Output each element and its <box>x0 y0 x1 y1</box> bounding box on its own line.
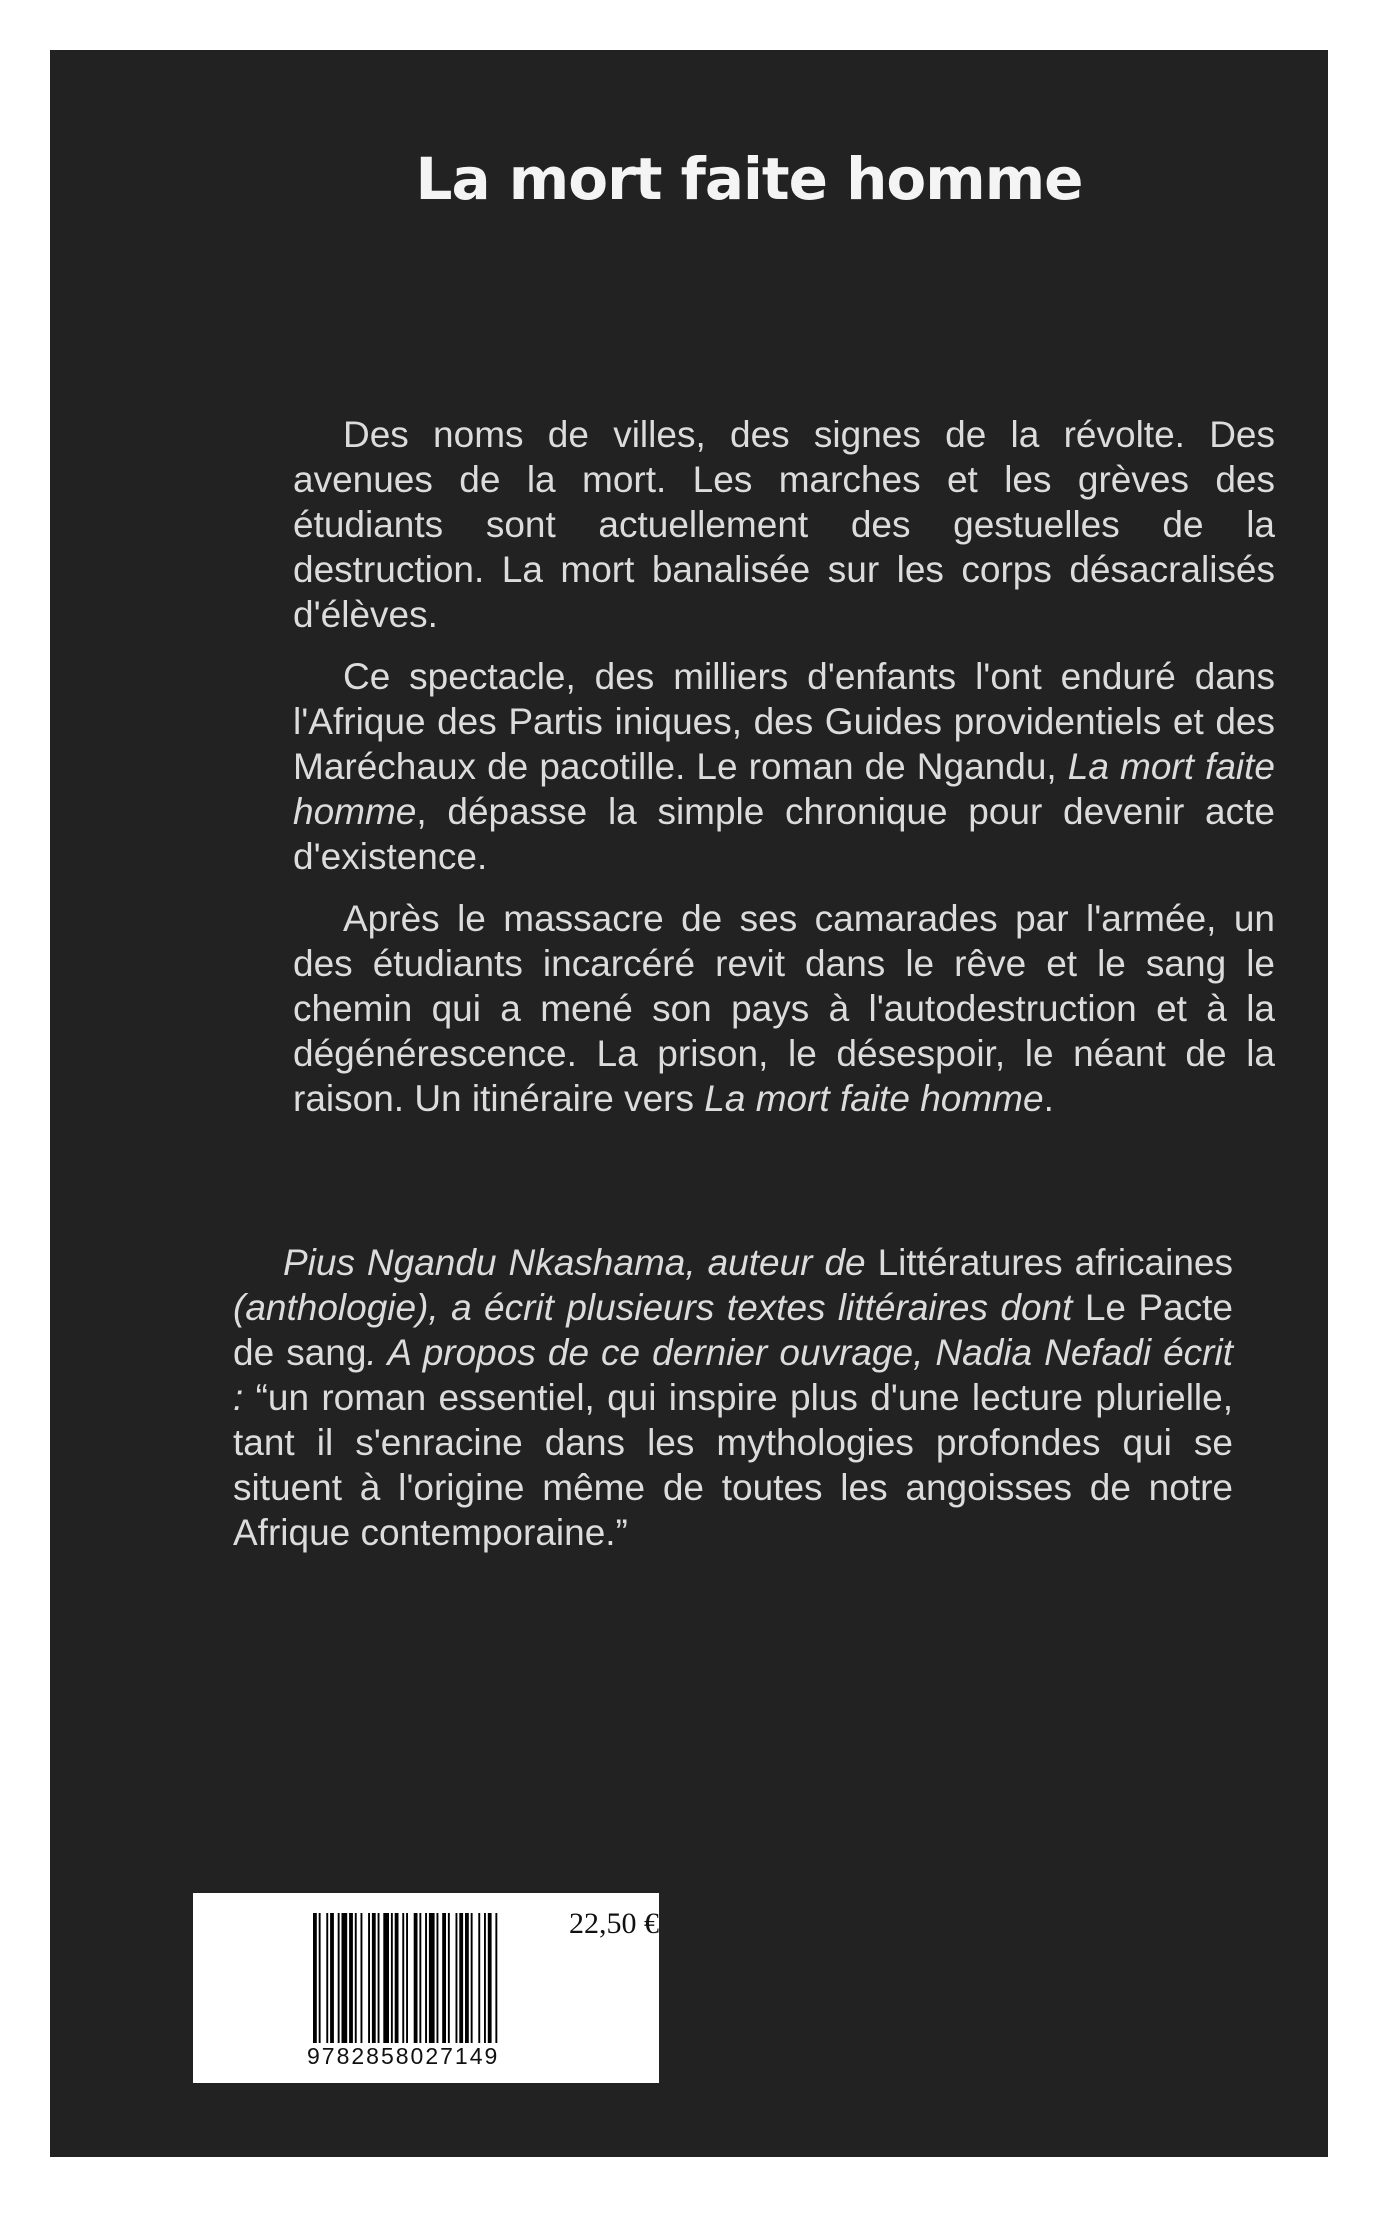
book-title-italic: La mort faite homme <box>293 746 1276 832</box>
blurb-text <box>293 412 1275 1138</box>
work-title: Le Pacte de sang <box>233 1287 1233 1373</box>
price: 22,50 € <box>569 1907 659 1940</box>
blurb-paragraph-3: Après le massacre de ses camarades par l'armée, un des étudiants incarcéré revit dans le rêve et le sang le chemin qui a mené son pays à l'autodestruction et à la dégénérescence. La prison, le désespoir, le néant de la raison. Un itinéraire vers La mort faite homme. <box>293 898 1275 1119</box>
book-title: La mort faite homme <box>415 145 1083 213</box>
back-cover <box>50 50 1328 2157</box>
work-title: Littératures africaines <box>877 1242 1233 1283</box>
isbn-number: 9782858027149 <box>307 2043 537 2070</box>
author-bio: Pius Ngandu Nkashama, auteur de Littératures africaines (anthologie), a écrit plusieurs textes littéraires dont Le Pacte de sang. A propos de ce dernier ouvrage, Nadia Nefadi écrit : “un roman essentiel, qui inspire plus d'une lecture plurielle, tant il s'enracine dans les mythologies profondes qui se situent à l'origine même de toutes les angoisses de notre Afrique contemporaine.” <box>233 1242 1234 1553</box>
barcode-label <box>193 1893 659 2083</box>
barcode-icon <box>311 1913 561 2043</box>
review-quote: “un roman essentiel, qui inspire plus d'une lecture plurielle, tant il s'enracine dans les mythologies profondes qui se situent à l'origine même de toutes les angoisses de notre Afrique contemporaine.” <box>233 1377 1234 1553</box>
blurb-paragraph-1: Des noms de villes, des signes de la révolte. Des avenues de la mort. Les marches et les grèves des étudiants sont actuellement des gestuelles de la destruction. La mort banalisée sur les corps désacralisés d'élèves. <box>293 414 1275 635</box>
blurb-paragraph-2: Ce spectacle, des milliers d'enfants l'ont enduré dans l'Afrique des Partis iniques, des Guides providentiels et des Maréchaux de pacotille. Le roman de Ngandu, La mort faite homme, dépasse la simple chronique pour devenir acte d'existence. <box>293 656 1276 877</box>
book-title-italic: La mort faite homme <box>704 1078 1044 1119</box>
